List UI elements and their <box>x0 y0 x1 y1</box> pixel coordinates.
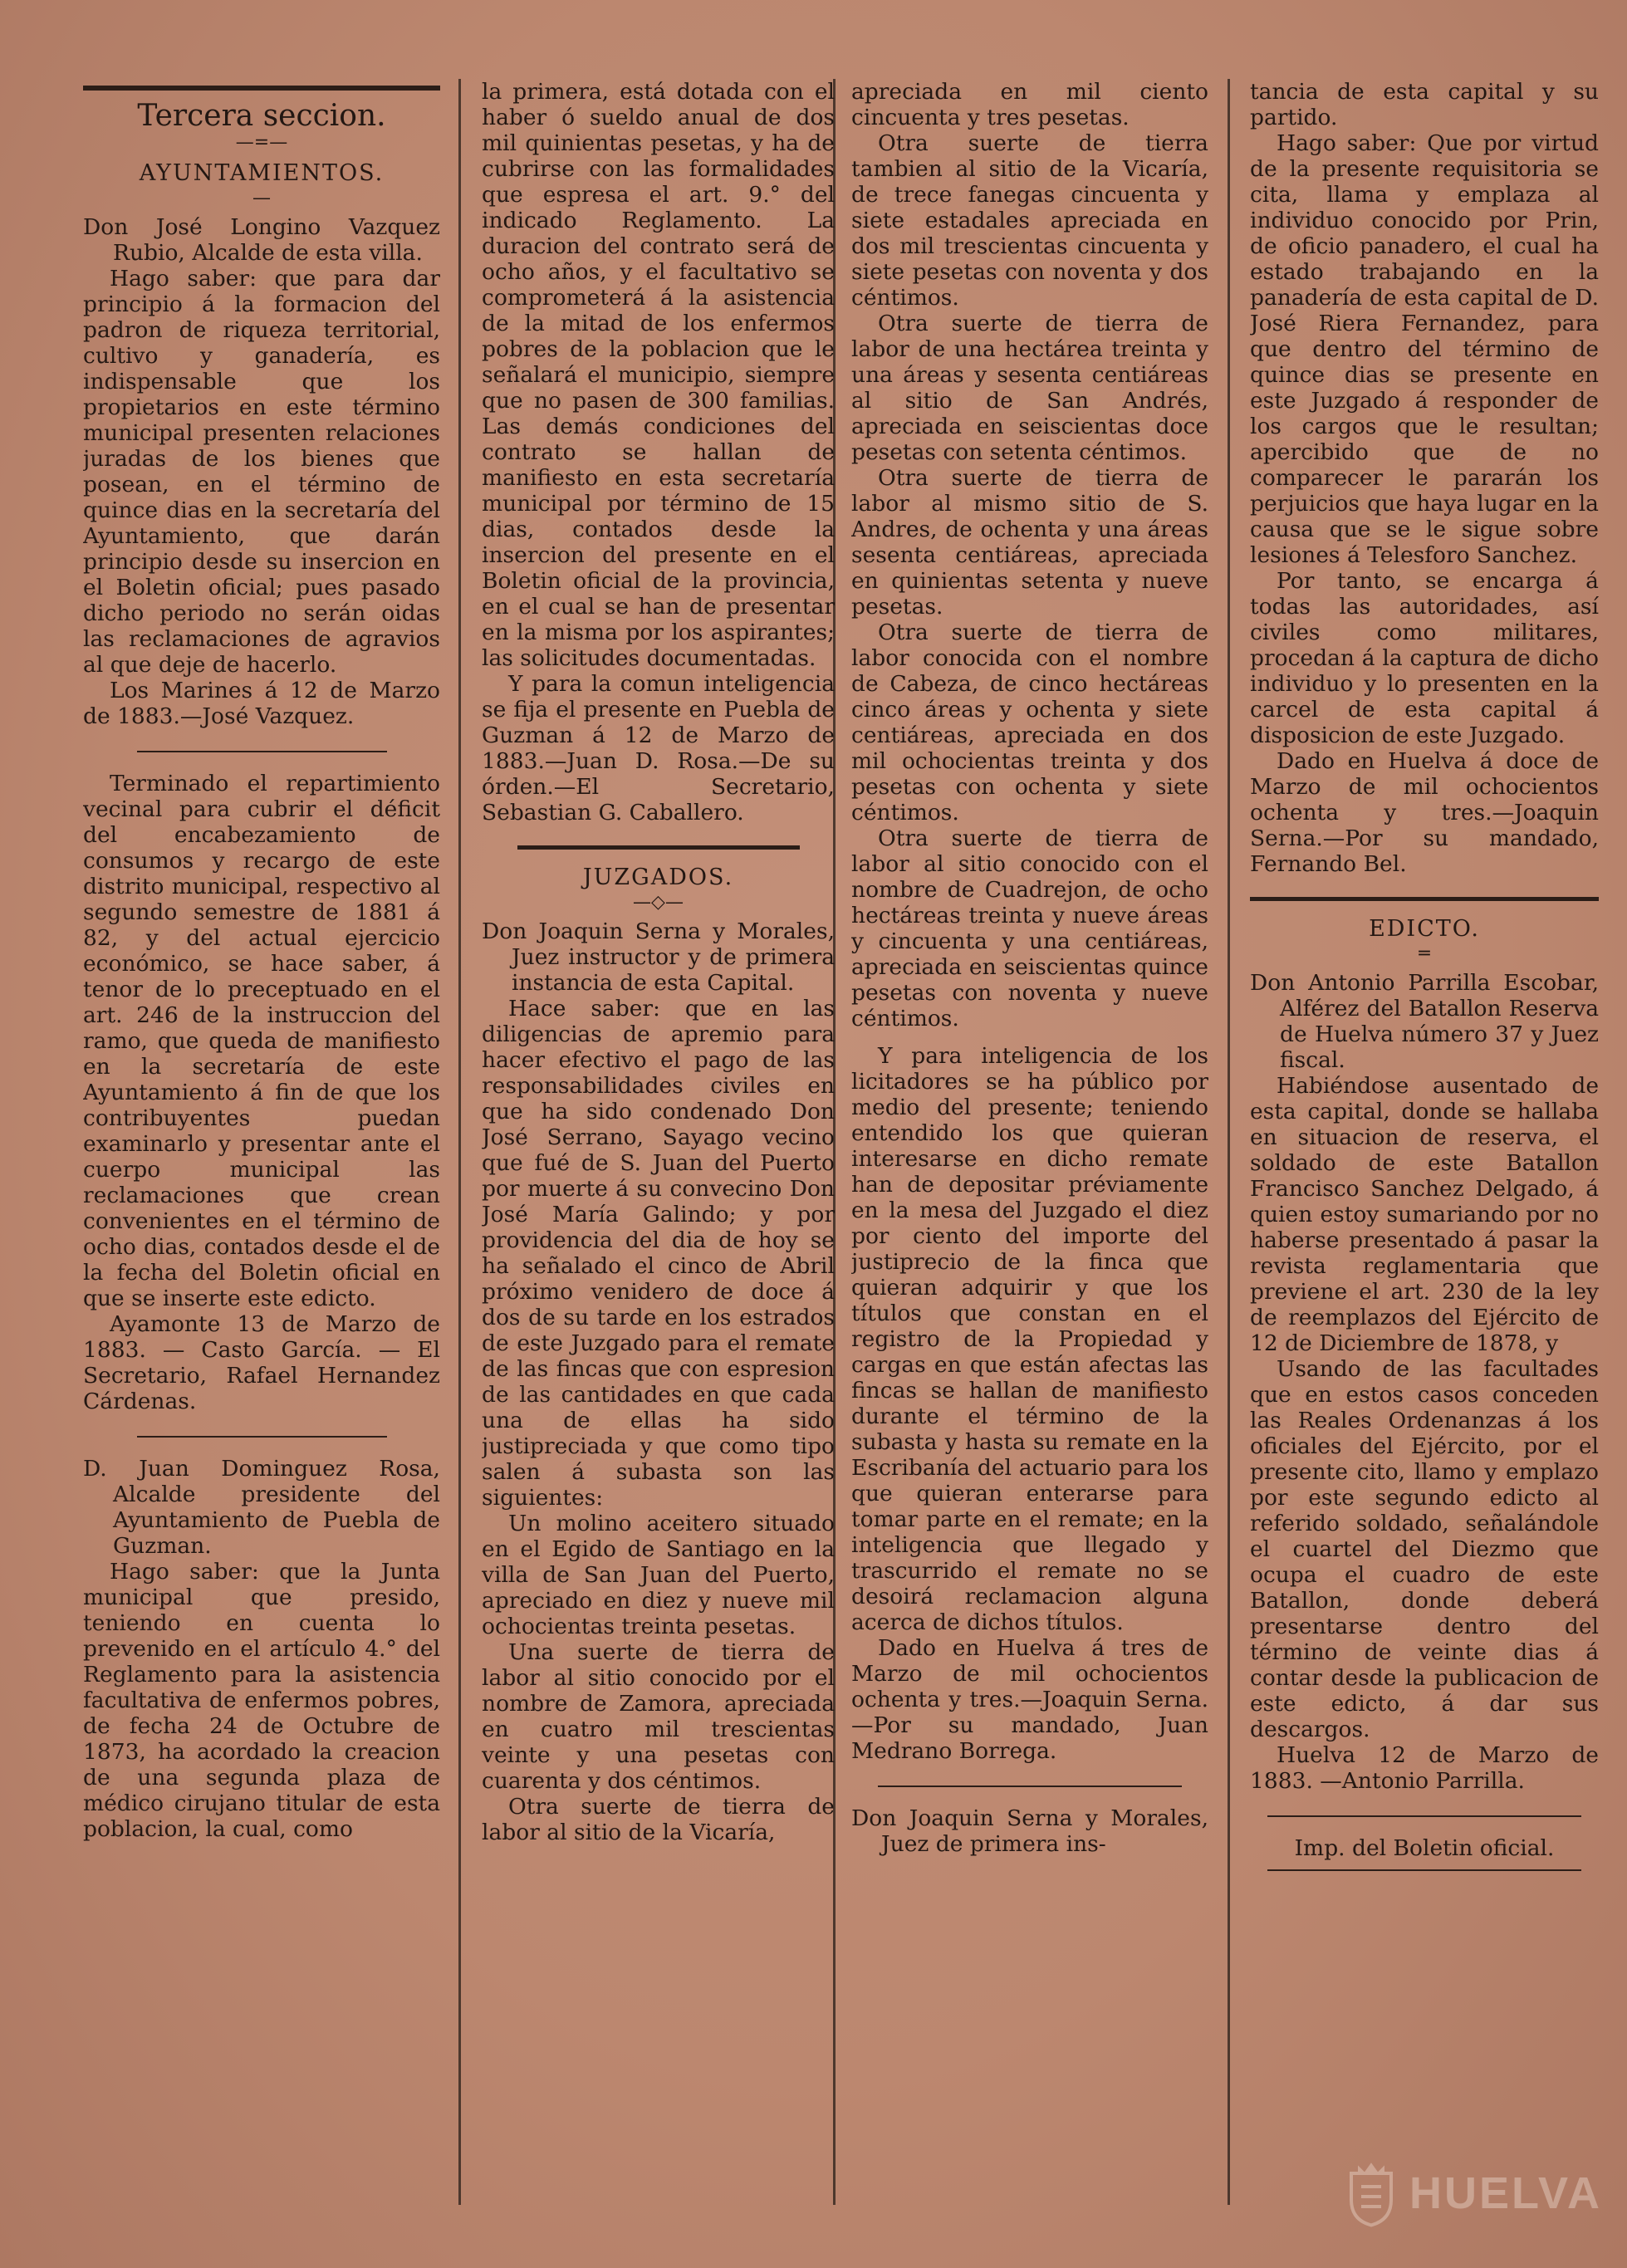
column-rule <box>458 79 461 2205</box>
property-item: Otra suerte de tierra de labor al sitio de la Vicaría, <box>482 1794 835 1845</box>
property-item: Otra suerte de tierra tambien al sitio de la Vicaría, de trece fanegas cincuenta y siete estadales apreciada en dos mil trescientas cincuenta y siete pesetas con noventa y dos céntimos. <box>851 130 1208 311</box>
ornament: —◇— <box>633 892 684 913</box>
notice-body: Hago saber: que para dar principio á la formacion del padron de riqueza territorial, cultivo y ganadería, es indispensable que los propietarios en este término municipal presenten relaciones juradas de los bienes que posean, en el término de quince dias en la secretaría del Ayuntamiento, que darán principio desde su insercion en el Boletin oficial; pues pasado dicho periodo no serán oidas las reclamaciones de agravios al que deje de hacerlo. <box>83 266 440 678</box>
divider <box>1250 897 1599 901</box>
notice-body: Terminado el repartimiento vecinal para cubrir el déficit del encabezamiento de consumos y recargo de este distrito municipal, respectivo al segundo semestre de 1881 á 82, y del actual ejercicio económico, se hace saber, á tenor de lo preceptuado en el art. 246 de la instruccion del ramo, que queda de manifiesto en la secretaría de este Ayuntamiento á fin de que los contribuyentes puedan examinarlo y presentar ante el cuerpo municipal las reclamaciones que crean convenientes en el término de ocho dias, contados desde el de la fecha del Boletin oficial en que se inserte este edicto. <box>83 771 440 1311</box>
column-rule <box>1228 79 1230 2205</box>
divider <box>1267 1815 1581 1817</box>
notice-body: Hace saber: que en las diligencias de apremio para hacer efectivo el pago de las responsabilidades civiles en que ha sido condenado Don José Serrano, Sayago vecino que fué de S. Juan del Puerto por muerte á su convecino Don José María Galindo; y por providencia del dia de hoy se ha señalado el cinco de Abril próximo venidero de doce á dos de su tarde en los estrados de este Juzgado para el remate de las fincas que con espresion de las cantidades en que cada una de ellas ha sido justipreciada y que como tipo salen á subasta son las siguientes: <box>482 996 835 1511</box>
notice-heading: Don Antonio Parrilla Escobar, Alférez del Batallon Reserva de Huelva número 37 y Juez fiscal. <box>1250 970 1599 1073</box>
notice-date: Y para la comun inteligencia se fija el presente en Puebla de Guzman á 12 de Marzo de 1883.—Juan D. Rosa.—De su órden.—El Secretario, Sebastian G. Caballero. <box>482 671 835 825</box>
watermark-text: HUELVA <box>1409 2168 1602 2218</box>
section-heading-edicto: EDICTO. <box>1369 916 1480 942</box>
notice-heading: Don Joaquin Serna y Morales, Juez de primera ins- <box>851 1805 1208 1857</box>
notice-date: Dado en Huelva á tres de Marzo de mil ochocientos ochenta y tres.—Joaquin Serna.—Por su mandado, Juan Medrano Borrega. <box>851 1635 1208 1764</box>
notice-date: Los Marines á 12 de Marzo de 1883.—José Vazquez. <box>83 678 440 729</box>
property-item-continued: apreciada en mil ciento cincuenta y tres pesetas. <box>851 79 1208 130</box>
property-item: Otra suerte de tierra de labor al sitio conocido con el nombre de Cuadrejon, de ocho hectáreas treinta y nueve áreas y cincuenta y una centiáreas, apreciada en seiscientas quince pesetas con noventa y nueve céntimos. <box>851 825 1208 1031</box>
notice-date: Dado en Huelva á doce de Marzo de mil ochocientos ochenta y tres.—Joaquin Serna.—Por su mandado, Fernando Bel. <box>1250 748 1599 877</box>
notice-body: Hago saber: Que por virtud de la presente requisitoria se cita, llama y emplaza al individuo conocido por Prin, de oficio panadero, el cual ha estado trabajando en la panadería de esta capital de D. José Riera Fernandez, para que dentro del término de quince dias se presente en este Juzgado á responder de los cargos que le resultan; apercibido que de no comparecer le pararán los perjuicios que haya lugar en la causa que se le sigue sobre lesiones á Telesforo Sanchez. <box>1250 130 1599 568</box>
divider <box>137 1436 387 1438</box>
notice-heading: Don Joaquin Serna y Morales, Juez instructor y de primera instancia de esta Capital. <box>482 918 835 996</box>
section-title: Tercera seccion. <box>137 99 386 133</box>
notice-heading-continued: tancia de esta capital y su partido. <box>1250 79 1599 130</box>
divider <box>878 1785 1182 1787</box>
ornament: ═ <box>1419 943 1430 964</box>
divider <box>517 845 800 850</box>
notice-body: Habiéndose ausentado de esta capital, donde se hallaba en situacion de reserva, el soldado de este Batallon Francisco Sanchez Delgado, á quien estoy sumariando por no haberse presentado á pasar la revista reglamentaria que previene el art. 230 de la ley de reemplazos del Ejército de 12 de Diciembre de 1878, y <box>1250 1073 1599 1356</box>
ornament: —=— <box>235 132 288 153</box>
section-heading-ayuntamientos: AYUNTAMIENTOS. <box>139 160 385 186</box>
top-rule <box>83 86 440 91</box>
notice-date: Huelva 12 de Marzo de 1883. —Antonio Parrilla. <box>1250 1742 1599 1794</box>
column-2 <box>482 79 835 2238</box>
notice-heading: Don José Longino Vazquez Rubio, Alcalde de esta villa. <box>83 214 440 266</box>
column-4 <box>1250 79 1599 2238</box>
property-item: Otra suerte de tierra de labor al mismo sitio de S. Andres, de ochenta y una áreas sesenta centiáreas, apreciada en quinientas setenta y nueve pesetas. <box>851 465 1208 620</box>
notice-heading: D. Juan Dominguez Rosa, Alcalde presidente del Ayuntamiento de Puebla de Guzman. <box>83 1456 440 1559</box>
notice-body: Usando de las facultades que en estos casos conceden las Reales Ordenanzas á los oficiales del Ejército, por el presente cito, llamo y emplazo por este segundo edicto al referido soldado, señalándole el cuartel del Diezmo que ocupa el cuadro de este Batallon, donde deberá presentarse dentro del término de veinte dias á contar desde la publicacion de este edicto, á dar sus descargos. <box>1250 1356 1599 1742</box>
notice-body: Hago saber: que la Junta municipal que presido, teniendo en cuenta lo prevenido en el artículo 4.° del Reglamento para la asistencia facultativa de enfermos pobres, de fecha 24 de Octubre de 1873, ha acordado la creacion de una segunda plaza de médico cirujano titular de esta poblacion, la cual, como <box>83 1559 440 1842</box>
notice-date: Ayamonte 13 de Marzo de 1883. — Casto García. — El Secretario, Rafael Hernandez Cárdenas. <box>83 1311 440 1414</box>
property-item: Otra suerte de tierra de labor conocida con el nombre de Cabeza, de cinco hectáreas cinco áreas y ochenta y siete centiáreas, apreciada en dos mil ochocientas treinta y dos pesetas con ochenta y siete céntimos. <box>851 620 1208 825</box>
ornament: — <box>252 188 271 208</box>
divider <box>137 751 387 752</box>
archive-watermark <box>1345 2143 1602 2243</box>
property-item: Una suerte de tierra de labor al sitio conocido por el nombre de Zamora, apreciada en cuatro mil trescientas veinte y una pesetas con cuarenta y dos céntimos. <box>482 1639 835 1794</box>
section-heading-juzgados: JUZGADOS. <box>582 865 734 890</box>
property-item: Un molino aceitero situado en el Egido de Santiago en la villa de San Juan del Puerto, apreciado en diez y nueve mil ochocientas treinta pesetas. <box>482 1511 835 1639</box>
column-1 <box>83 79 440 2238</box>
property-item: Otra suerte de tierra de labor de una hectárea treinta y una áreas y sesenta centiáreas al sitio de San Andrés, apreciada en seiscientas doce pesetas con setenta céntimos. <box>851 311 1208 465</box>
imprint: Imp. del Boletin oficial. <box>1294 1835 1555 1861</box>
notice-body-continued: la primera, está dotada con el haber ó sueldo anual de dos mil quinientas pesetas, y ha de cubrirse con las formalidades que espresa el art. 9.° del indicado Reglamento. La duracion del contrato será de ocho años, y el facultativo se comprometerá á la asistencia de la mitad de los enfermos pobres de la poblacion que le señalará el municipio, siempre que no pasen de 300 familias. Las demás condiciones del contrato se hallan de manifiesto en esta secretaría municipal por término de 15 dias, contados desde la insercion del presente en el Boletin oficial de la provincia, en el cual se han de presentar en la misma por los aspirantes; las solicitudes documentadas. <box>482 79 835 671</box>
coat-of-arms-icon <box>1345 2152 1398 2235</box>
notice-body: Por tanto, se encarga á todas las autoridades, así civiles como militares, procedan á la captura de dicho individuo y lo presenten en la carcel de esta capital á disposicion de este Juzgado. <box>1250 568 1599 748</box>
column-3 <box>851 79 1208 2238</box>
divider <box>1267 1869 1581 1871</box>
notice-closing: Y para inteligencia de los licitadores se ha público por medio del presente; teniendo entendido los que quieran interesarse en dicho remate han de depositar préviamente en la mesa del Juzgado el diez por ciento del importe del justiprecio de la finca que quieran adquirir y que los títulos que constan en el registro de la Propiedad y cargas en que están afectas las fincas se hallan de manifiesto durante el término de la subasta y hasta su remate en la Escribanía del actuario para los que quieran enterarse para tomar parte en el remate; en la inteligencia que llegado y trascurrido el remate no se desoirá reclamacion alguna acerca de dichos títulos. <box>851 1043 1208 1635</box>
